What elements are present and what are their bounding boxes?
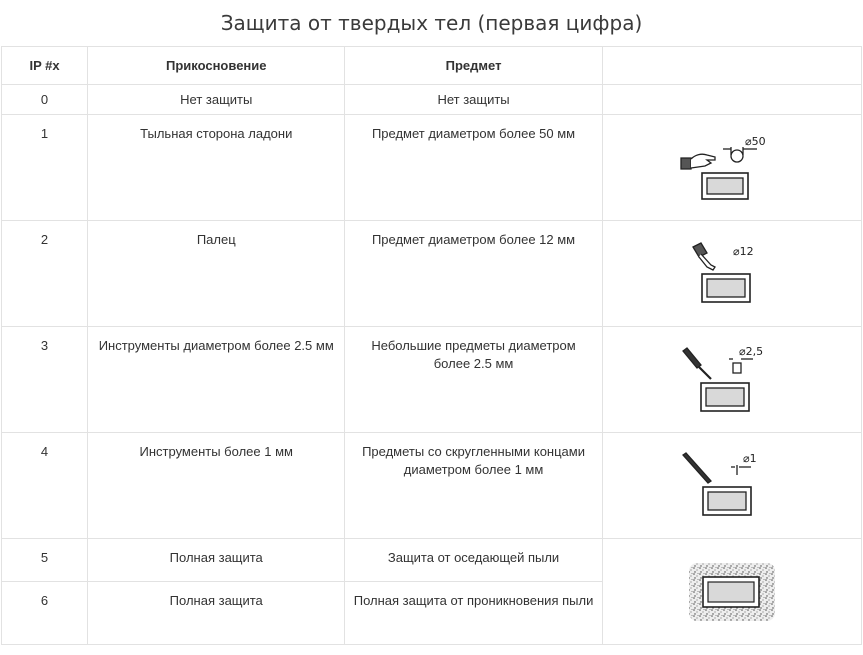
cell-object: Небольшие предметы диаметром более 2.5 мм xyxy=(345,327,602,433)
table-row xyxy=(2,539,862,582)
dimension-label: ⌀12 xyxy=(732,244,754,258)
cell-ip: 2 xyxy=(2,221,88,327)
dust-diagram-icon xyxy=(687,561,777,623)
finger-diagram-icon xyxy=(677,239,787,309)
cell-image xyxy=(602,327,861,433)
dimension-label: ⌀50 xyxy=(744,134,766,148)
cell-image xyxy=(602,85,861,115)
ip-protection-table xyxy=(1,46,862,645)
cell-object: Защита от оседающей пыли xyxy=(345,539,602,582)
header-object: Предмет xyxy=(345,47,602,85)
cell-image xyxy=(602,115,861,221)
cell-object: Предметы со скругленными концами диаметром более 1 мм xyxy=(345,433,602,539)
page-title: Защита от твердых тел (первая цифра) xyxy=(220,11,643,35)
cell-image xyxy=(602,539,861,645)
cell-contact: Полная защита xyxy=(88,539,345,582)
table-row xyxy=(2,433,862,539)
wire-diagram-icon xyxy=(677,451,787,521)
cell-contact: Палец xyxy=(88,221,345,327)
cell-ip: 6 xyxy=(2,582,88,645)
table-row xyxy=(2,327,862,433)
cell-contact: Инструменты диаметром более 2.5 мм xyxy=(88,327,345,433)
table-row xyxy=(2,221,862,327)
table-row xyxy=(2,115,862,221)
cell-image xyxy=(602,433,861,539)
header-ip: IP #x xyxy=(2,47,88,85)
header-image xyxy=(602,47,861,85)
dimension-label: ⌀2,5 xyxy=(738,344,763,358)
cell-object: Нет защиты xyxy=(345,85,602,115)
dimension-label: ⌀1 xyxy=(742,451,757,465)
cell-ip: 1 xyxy=(2,115,88,221)
cell-object: Полная защита от проникновения пыли xyxy=(345,582,602,645)
cell-object: Предмет диаметром более 50 мм xyxy=(345,115,602,221)
table-header-row xyxy=(2,47,862,85)
screwdriver-diagram-icon xyxy=(677,345,787,415)
cell-contact: Инструменты более 1 мм xyxy=(88,433,345,539)
table-row xyxy=(2,85,862,115)
cell-contact: Нет защиты xyxy=(88,85,345,115)
cell-ip: 3 xyxy=(2,327,88,433)
header-contact: Прикосновение xyxy=(88,47,345,85)
cell-ip: 0 xyxy=(2,85,88,115)
hand-back-diagram-icon xyxy=(677,133,787,203)
cell-contact: Полная защита xyxy=(88,582,345,645)
cell-object: Предмет диаметром более 12 мм xyxy=(345,221,602,327)
cell-ip: 5 xyxy=(2,539,88,582)
cell-image xyxy=(602,221,861,327)
cell-ip: 4 xyxy=(2,433,88,539)
cell-contact: Тыльная сторона ладони xyxy=(88,115,345,221)
